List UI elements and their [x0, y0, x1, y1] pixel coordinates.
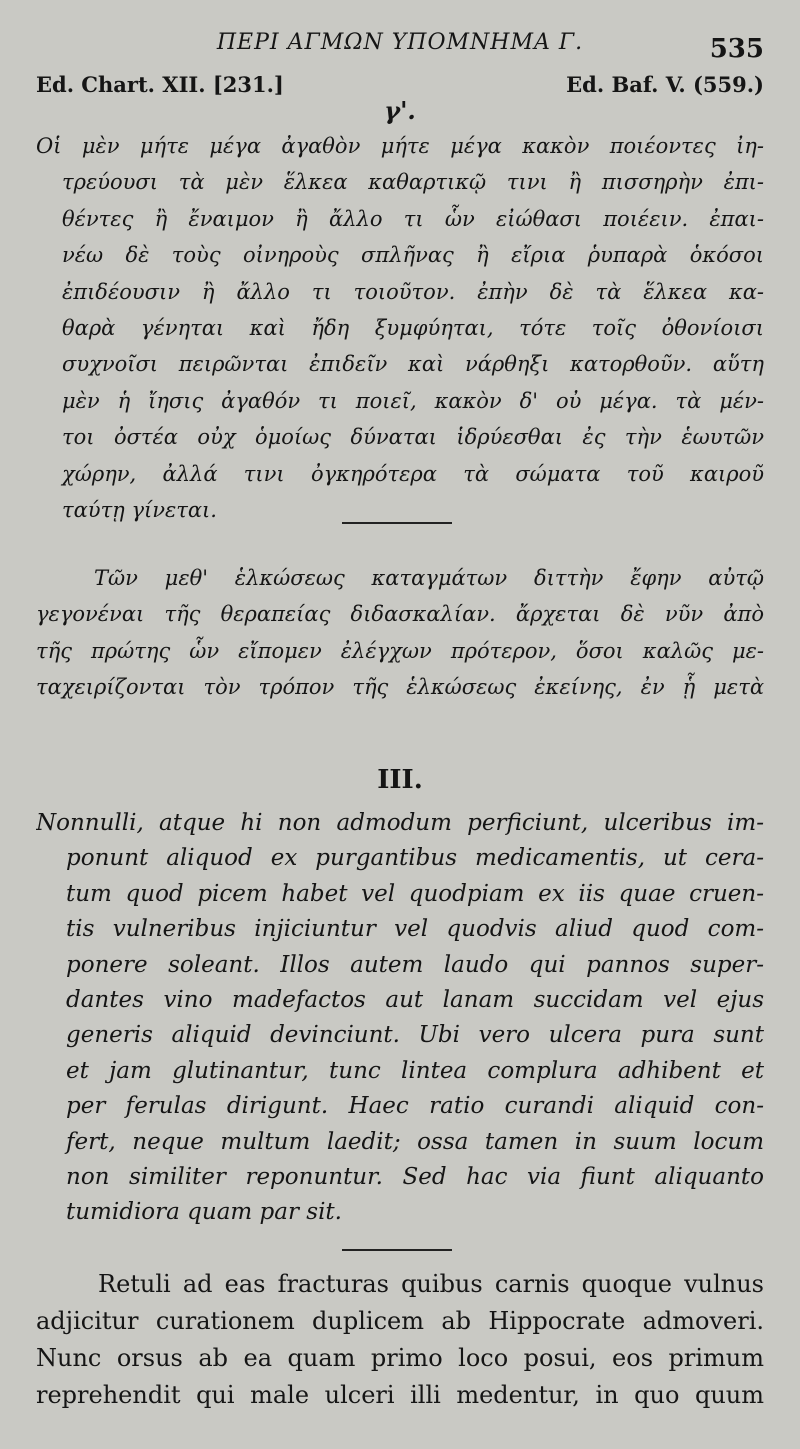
text-line: ταύτῃ γίνεται.	[62, 497, 217, 522]
text-line: per ferulas dirigunt. Haec ratio curandi aliquid con-	[66, 1093, 764, 1120]
text-line: συχνοῖσι πειρῶνται ἐπιδεῖν καὶ νάρθηξι κατορθοῦν. αὕτη	[62, 352, 764, 377]
text-line: νέω δὲ τοὺς οἰνηροὺς σπλῆνας ἢ εἴρια ῥυπαρὰ ὁκόσοι	[62, 243, 764, 268]
text-line: Τῶν μεθ' ἑλκώσεως καταγμάτων διττὴν ἔφην αὐτῷ	[94, 566, 764, 590]
text-line: Nunc orsus ab ea quam primo loco posui, eos primum	[36, 1344, 764, 1372]
text-line: tumidiora quam par sit.	[66, 1199, 342, 1226]
text-line: τοι ὀστέα οὐχ ὁμοίως δύναται ἱδρύεσθαι ἐς τὴν ἑωυτῶν	[62, 425, 764, 450]
section-divider	[342, 1249, 452, 1251]
text-line: ταχειρίζονται τὸν τρόπον τῆς ἑλκώσεως ἐκείνης, ἐν ᾗ μετὰ	[36, 675, 764, 700]
commentary-paragraph	[36, 1266, 764, 1414]
text-line: fert, neque multum laedit; ossa tamen in suum locum	[66, 1128, 764, 1155]
text-line: μὲν ἡ ἴησις ἀγαθόν τι ποιεῖ, κακὸν δ' οὐ μέγα. τὰ μέν-	[62, 388, 764, 413]
page-number: 535	[709, 34, 764, 64]
text-line: χώρην, ἀλλά τινι ὀγκηρότερα τὰ σώματα τοῦ καιροῦ	[62, 461, 764, 486]
text-line: ἐπιδέουσιν ἢ ἄλλο τι τοιοῦτον. ἐπὴν δὲ τὰ ἕλκεα κα-	[62, 279, 764, 304]
section-divider	[342, 522, 452, 524]
text-line: τρεύουσι τὰ μὲν ἕλκεα καθαρτικῷ τινι ἢ πισσηρὴν ἐπι-	[62, 170, 764, 195]
text-line: tum quod picem habet vel quodpiam ex iis quae cruen-	[66, 880, 764, 907]
latin-section-heading: III.	[377, 765, 423, 795]
text-line: tis vulneribus injiciuntur vel quodvis aliud quod com-	[66, 916, 764, 943]
text-line: θέντες ἢ ἔναιμον ἢ ἄλλο τι ὧν εἰώθασι ποιέειν. ἐπαι-	[62, 206, 764, 231]
text-line: θαρὰ γένηται καὶ ἤδη ξυμφύηται, τότε τοῖς ὀθονίοισι	[62, 315, 764, 340]
edition-reference-chartier: Ed. Chart. XII. [231.]	[36, 72, 284, 97]
text-line: ponunt aliquod ex purgantibus medicamentis, ut cera-	[66, 845, 764, 872]
section-marker: γ'.	[384, 96, 416, 125]
latin-paragraph	[36, 806, 764, 1231]
text-line: γεγονέναι τῆς θεραπείας διδασκαλίαν. ἄρχεται δὲ νῦν ἀπὸ	[36, 602, 764, 627]
text-line: ponere soleant. Illos autem laudo qui pannos super-	[66, 951, 764, 978]
text-line: adjicitur curationem duplicem ab Hippocrate admoveri.	[36, 1307, 764, 1335]
text-line: non similiter reponuntur. Sed hac via fiunt aliquanto	[66, 1163, 764, 1190]
edition-reference-basel: Ed. Baf. V. (559.)	[566, 72, 764, 97]
text-line: reprehendit qui male ulceri illi medentur, in quo quum	[36, 1381, 764, 1409]
running-title: ΠΕΡΙ ΑΓΜΩΝ ΥΠΟΜΝΗΜΑ Γ.	[216, 30, 584, 55]
text-line: dantes vino madefactos aut lanam succidam vel ejus	[66, 986, 764, 1013]
greek-paragraph-1	[36, 128, 764, 528]
greek-paragraph-2	[36, 560, 764, 706]
text-line: τῆς πρώτης ὧν εἴπομεν ἐλέγχων πρότερον, ὅσοι καλῶς με-	[36, 638, 764, 663]
text-line: Nonnulli, atque hi non admodum perficiunt, ulceribus im-	[36, 810, 764, 836]
text-line: et jam glutinantur, tunc lintea complura adhibent et	[66, 1057, 764, 1084]
text-line: Οἱ μὲν μήτε μέγα ἀγαθὸν μήτε μέγα κακὸν ποιέοντες ἰη-	[36, 134, 764, 158]
text-line: Retuli ad eas fracturas quibus carnis quoque vulnus	[98, 1270, 764, 1298]
text-line: generis aliquid devinciunt. Ubi vero ulcera pura sunt	[66, 1022, 764, 1049]
